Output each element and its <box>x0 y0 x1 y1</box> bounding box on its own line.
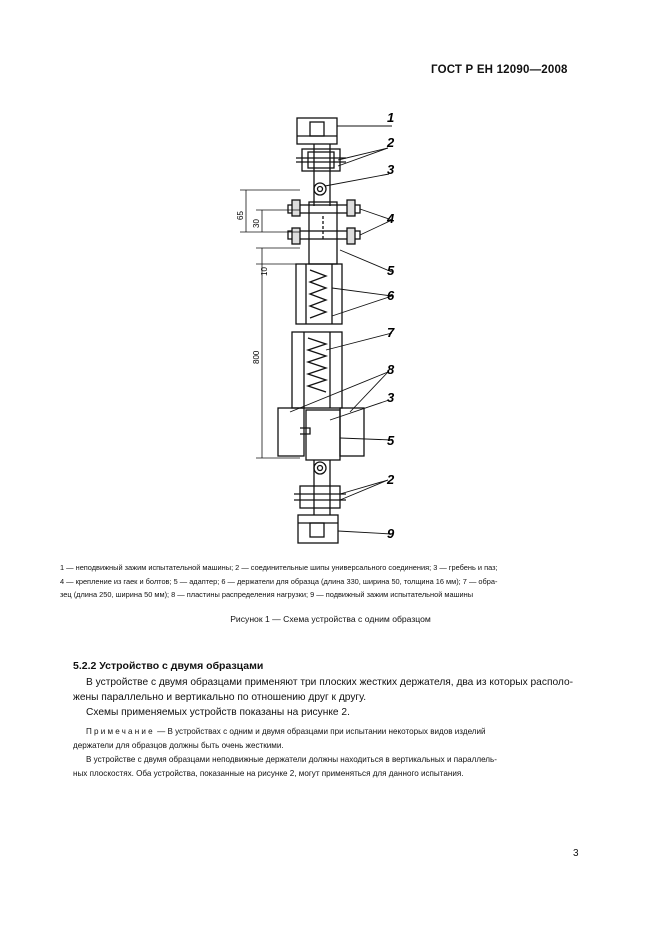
paragraph-line: В устройстве с двумя образцами применяют три плоских жестких держателя, два из которых располо- <box>86 677 574 688</box>
callout-2-lower: 2 <box>387 472 395 487</box>
callout-3: 3 <box>387 162 395 177</box>
load-plate-left <box>278 408 304 456</box>
section-heading: 5.2.2 Устройство с двумя образцами <box>73 660 264 672</box>
paragraph-line: жены параллельно и вертикально по отношению друг к другу. <box>73 692 367 703</box>
callout-4: 4 <box>387 211 395 226</box>
dimension-10: 10 <box>260 267 269 276</box>
callout-5: 5 <box>387 263 395 278</box>
legend-line: 4 — крепление из гаек и болтов; 5 — адаптер; 6 — держатели для образца (длина 330, ширина 50, толщина 16 мм); 7 — обра- <box>60 576 498 586</box>
dimension-30: 30 <box>252 219 261 228</box>
holder-lower <box>292 332 342 408</box>
dimension-65: 65 <box>236 211 245 220</box>
page-number: 3 <box>573 848 579 859</box>
paragraph-line: Схемы применяемых устройств показаны на рисунке 2. <box>86 707 350 718</box>
callout-8: 8 <box>387 362 395 377</box>
legend-line: зец (длина 250, ширина 50 мм); 8 — пластины распределения нагрузки; 9 — подвижный зажим испытательной машины <box>60 590 474 599</box>
dimension-800: 800 <box>252 350 261 364</box>
figure-caption: Рисунок 1 — Схема устройства с одним образцом <box>230 614 431 624</box>
callout-1: 1 <box>387 110 395 125</box>
standard-code: ГОСТ Р ЕН 12090—2008 <box>431 64 568 76</box>
note-text: — В устройствах с одним и двумя образцами при испытании некоторых видов изделий <box>154 727 486 736</box>
adapter-bottom <box>306 410 340 460</box>
callout-6: 6 <box>387 288 395 303</box>
callout-9: 9 <box>387 526 395 541</box>
callout-5-lower: 5 <box>387 433 395 448</box>
legend-line: 1 — неподвижный зажим испытательной машины; 2 — соединительные шипы универсального соединения; 3 — гребень и паз; <box>60 563 498 572</box>
movable-clamp <box>298 515 338 543</box>
callout-2: 2 <box>387 135 395 150</box>
callout-7: 7 <box>387 325 395 340</box>
callout-3-lower: 3 <box>387 390 395 405</box>
note-line: держатели для образцов должны быть очень жесткими. <box>73 741 284 750</box>
note-line: ных плоскостях. Оба устройства, показанные на рисунке 2, могут применяться для данного испытания. <box>73 769 464 778</box>
note-line <box>86 725 486 739</box>
joint-pins-bottom <box>300 486 340 508</box>
figure-legend <box>60 561 605 602</box>
note-line: В устройстве с двумя образцами неподвижные держатели должны находиться в вертикальных и параллель- <box>86 755 497 764</box>
note-label: Примечание <box>86 727 155 736</box>
